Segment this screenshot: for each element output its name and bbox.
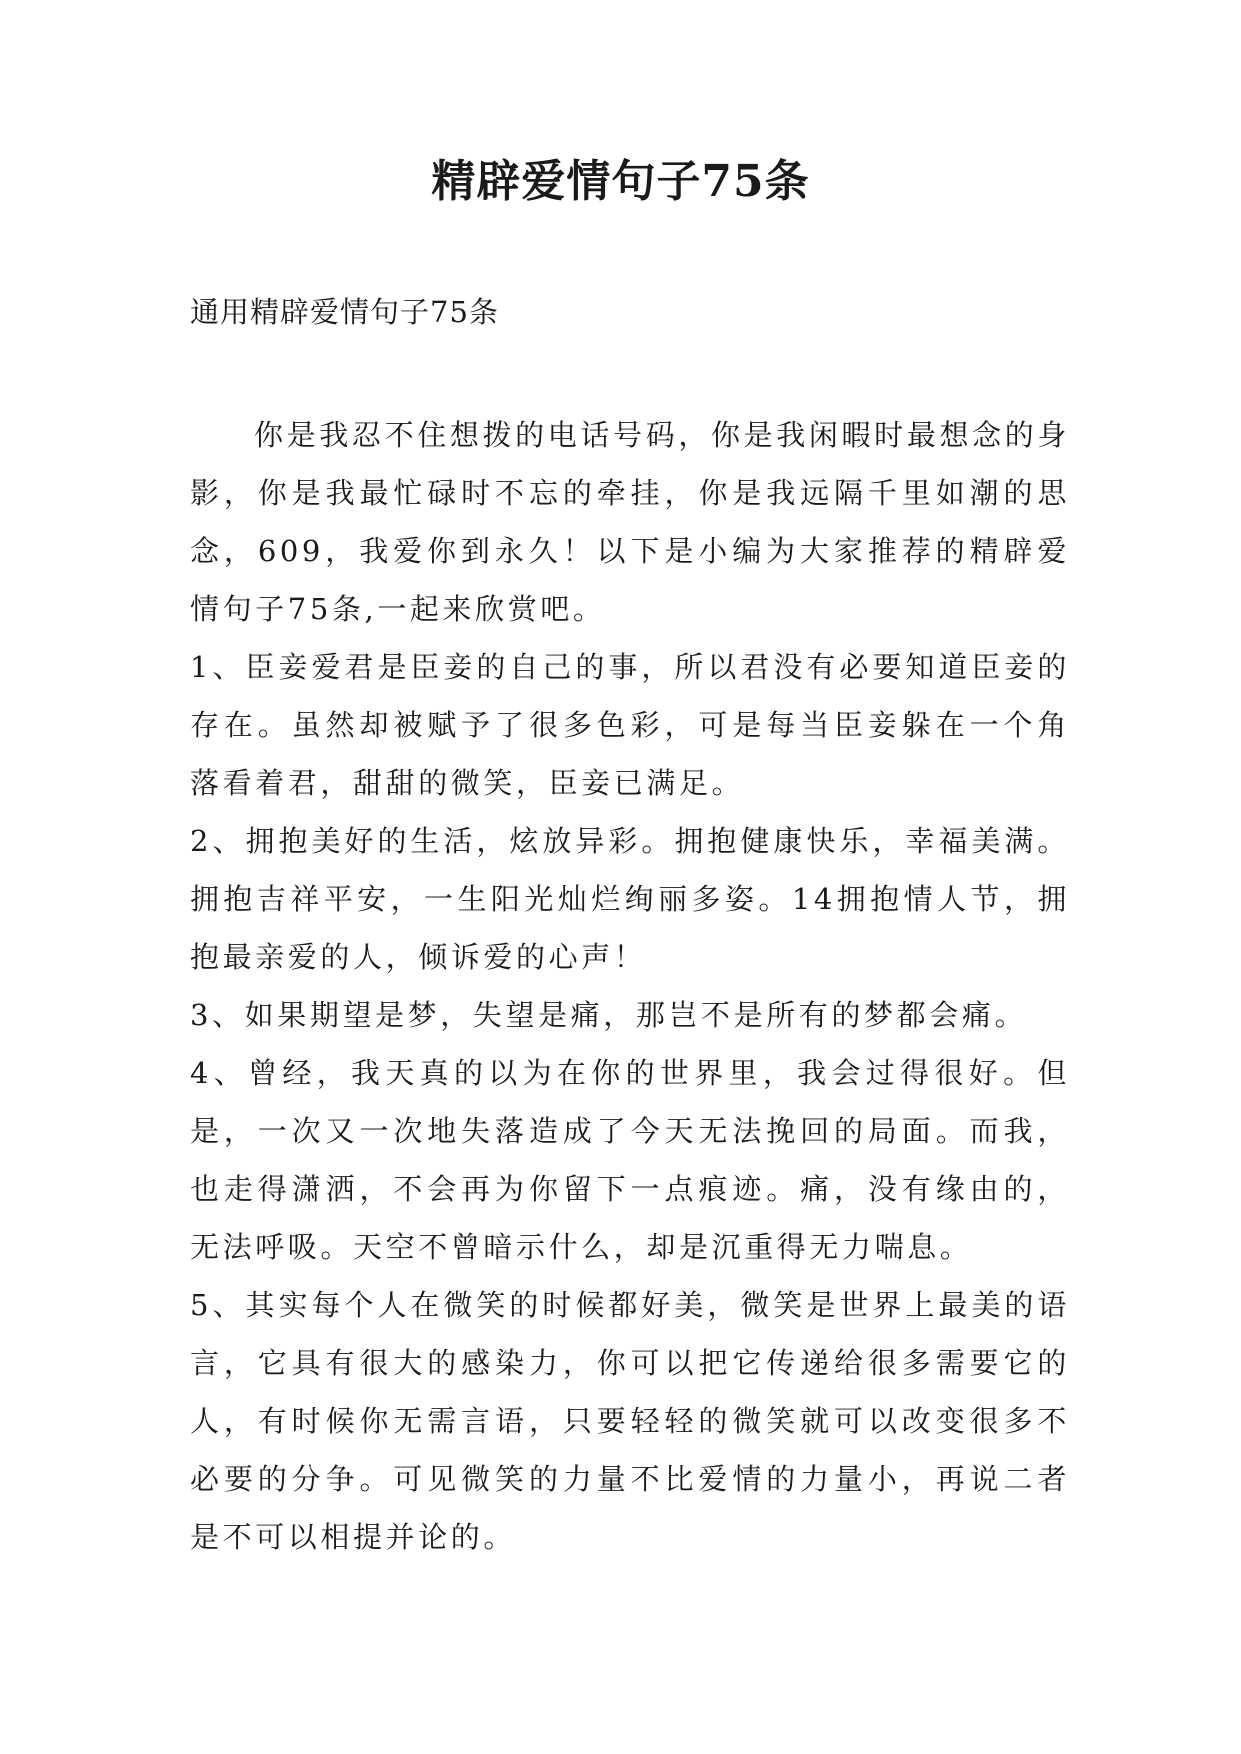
quote-paragraph-2: 2、拥抱美好的生活，炫放异彩。拥抱健康快乐，幸福美满。拥抱吉祥平安，一生阳光灿烂绚丽多姿。14拥抱情人节，拥抱最亲爱的人，倾诉爱的心声！ bbox=[190, 824, 1070, 974]
intro-paragraph: 你是我忍不住想拨的电话号码，你是我闲暇时最想念的身影，你是我最忙碌时不忘的牵挂，你是我远隔千里如潮的思念，609，我爱你到永久！以下是小编为大家推荐的精辟爱情句子75条,一起来欣赏吧。 bbox=[190, 418, 1070, 626]
quote-paragraph-3: 3、如果期望是梦，失望是痛，那岂不是所有的梦都会痛。 bbox=[190, 998, 1028, 1032]
quote-paragraph-4: 4、曾经，我天真的以为在你的世界里，我会过得很好。但是，一次又一次地失落造成了今天无法挽回的局面。而我，也走得潇洒，不会再为你留下一点痕迹。痛，没有缘由的，无法呼吸。天空不曾暗示什么，却是沉重得无力喘息。 bbox=[190, 1056, 1070, 1264]
document-subtitle: 通用精辟爱情句子75条 bbox=[190, 295, 499, 329]
quote-paragraph-5: 5、其实每个人在微笑的时候都好美，微笑是世界上最美的语言，它具有很大的感染力，你可以把它传递给很多需要它的人，有时候你无需言语，只要轻轻的微笑就可以改变很多不必要的分争。可见微笑的力量不比爱情的力量小，再说二者是不可以相提并论的。 bbox=[190, 1288, 1070, 1554]
quote-paragraph-1: 1、臣妾爱君是臣妾的自己的事，所以君没有必要知道臣妾的存在。虽然却被赋予了很多色彩，可是每当臣妾躲在一个角落看着君，甜甜的微笑，臣妾已满足。 bbox=[190, 650, 1070, 800]
document-title: 精辟爱情句子75条 bbox=[431, 156, 810, 207]
document-body bbox=[190, 406, 1070, 1566]
